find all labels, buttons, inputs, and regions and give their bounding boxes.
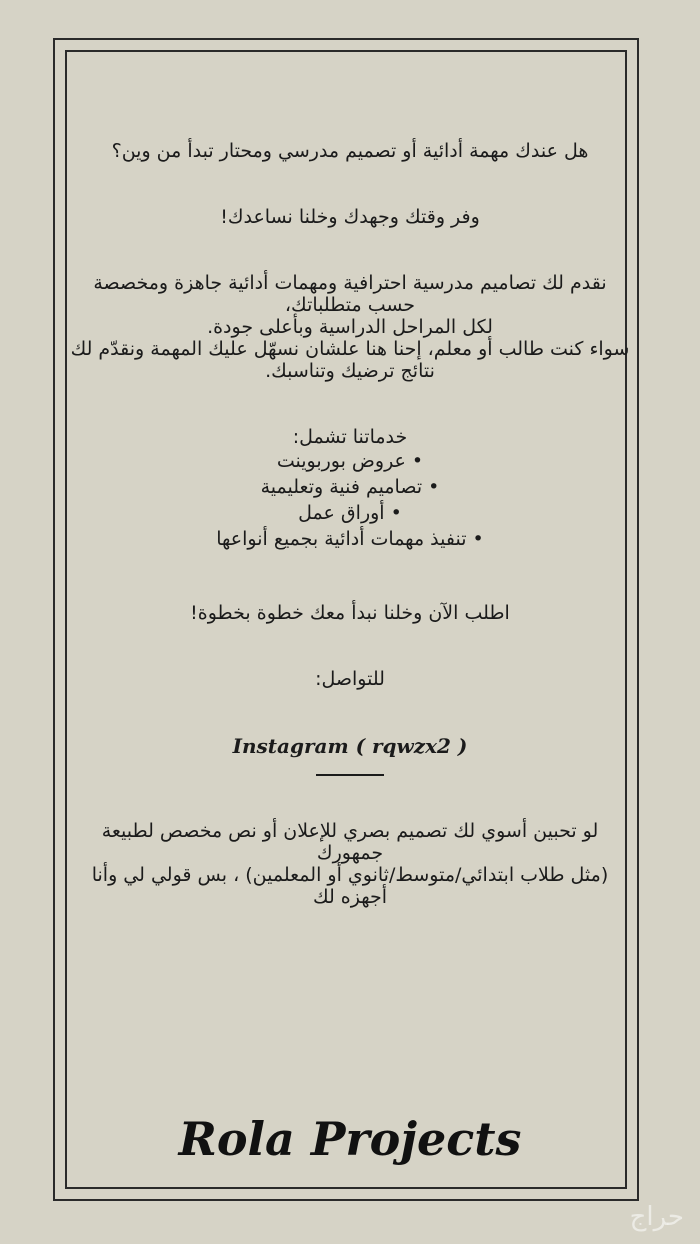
services-item: • أوراق عمل — [298, 502, 402, 524]
intro-slogan: وفر وقتك وجهدك وخلنا نساعدك! — [220, 206, 480, 228]
custom-line-2: (مثل طلاب ابتدائي/متوسط/ثانوي أو المعلمين) ، بس قولي لي وأنا أجهزه لك — [91, 864, 609, 908]
offer-line-3: سواء كنت طالب أو معلم، إحنا هنا علشان نسهّل عليك المهمة ونقدّم لك نتائج ترضيك وتناسبك. — [70, 338, 630, 382]
services-item: • تنفيذ مهمات أدائية بجميع أنواعها — [216, 528, 484, 550]
flyer-content — [70, 140, 630, 908]
services-heading: خدماتنا تشمل: — [292, 426, 408, 448]
custom-line-1: لو تحبين أسوي لك تصميم بصري للإعلان أو نص مخصص لطبيعة جمهورك — [101, 820, 599, 864]
services-list — [70, 448, 630, 552]
instagram-handle: Instagram ( rqwzx2 ) — [232, 734, 468, 758]
services-item: • تصاميم فنية وتعليمية — [260, 476, 440, 498]
intro-question: هل عندك مهمة أدائية أو تصميم مدرسي ومحتار تبدأ من وين؟ — [111, 140, 589, 162]
watermark-logo: حراج — [629, 1202, 684, 1232]
services-item: • عروض بوربوينت — [276, 450, 424, 472]
offer-line-1: نقدم لك تصاميم مدرسية احترافية ومهمات أدائية جاهزة ومخصصة حسب متطلباتك، — [93, 272, 607, 316]
contact-heading: للتواصل: — [315, 668, 385, 690]
brand-name: Rola Projects — [178, 1112, 522, 1166]
offer-line-2: لكل المراحل الدراسية وبأعلى جودة. — [207, 316, 493, 338]
call-to-action: اطلب الآن وخلنا نبدأ معك خطوة بخطوة! — [190, 602, 510, 624]
